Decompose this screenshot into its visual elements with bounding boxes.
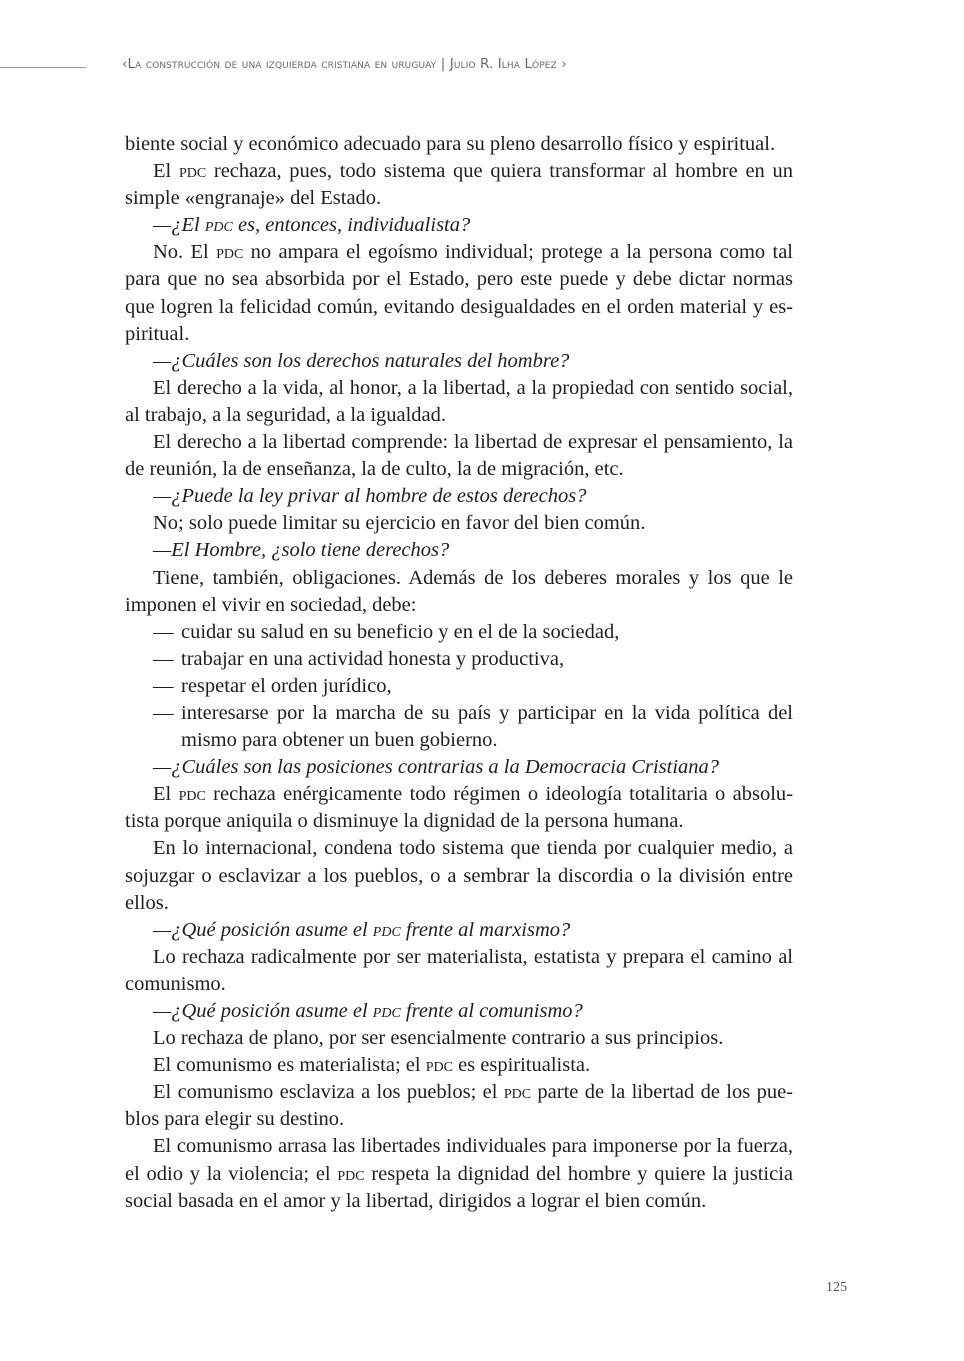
text-run: frente al comunismo? xyxy=(400,1000,583,1022)
text-run: El xyxy=(153,783,179,806)
text-run: —¿Qué posición asume el xyxy=(153,918,373,941)
list-dash: — xyxy=(153,647,174,670)
question: —El Hombre, ¿solo tiene derechos? xyxy=(153,539,450,562)
paragraph xyxy=(125,781,793,835)
running-header xyxy=(122,56,567,72)
text-run: —¿Qué posición asume el xyxy=(153,1000,373,1022)
text-run: rechaza, pues, todo sistema que quiera transformar al hombre en un simple «engranaje» del Estado. xyxy=(125,160,794,210)
question xyxy=(125,212,793,239)
paragraph xyxy=(125,158,793,212)
list-item-text: trabajar en una actividad honesta y productiva, xyxy=(181,647,565,670)
paragraph: Lo rechaza radicalmente por ser materialista, estatista y prepara el camino al comunismo. xyxy=(125,945,793,995)
abbreviation: pdc xyxy=(204,214,233,237)
abbreviation: pdc xyxy=(216,241,244,264)
abbreviation: pdc xyxy=(372,1000,401,1022)
abbreviation: pdc xyxy=(178,160,207,183)
abbreviation: pdc xyxy=(372,918,401,941)
abbreviation: pdc xyxy=(503,1081,532,1104)
abbreviation: pdc xyxy=(337,1162,365,1185)
text-run: No. El xyxy=(153,241,217,264)
list-dash: — xyxy=(153,620,174,643)
text-run: no ampara el egoísmo individual; protege a la persona como tal para que no sea absorbida por el Estado, pero este puede y debe dictar normas que logren la felicidad común, evitando desigualdades en el orden material y espiritual. xyxy=(125,241,793,345)
paragraph: El derecho a la vida, al honor, a la libertad, a la propiedad con sentido social, al trabajo, a la seguridad, a la igualdad. xyxy=(125,376,793,426)
paragraph: Tiene, también, obligaciones. Además de los deberes morales y los que le imponen el vivir en sociedad, debe: xyxy=(125,566,793,616)
list-item-text: cuidar su salud en su beneficio y en el de la sociedad, xyxy=(181,620,620,643)
paragraph: biente social y económico adecuado para su pleno desarrollo físico y espiritual. xyxy=(125,133,776,155)
question: —¿Puede la ley privar al hombre de estos derechos? xyxy=(153,485,587,508)
paragraph: En lo internacional, condena todo sistema que tienda por cualquier medio, a sojuzgar o esclavizar a los pueblos, o a sembrar la discordia o la división entre ellos. xyxy=(125,837,793,914)
question: —¿Cuáles son los derechos naturales del hombre? xyxy=(153,349,570,372)
question xyxy=(125,998,793,1025)
question: —¿Cuáles son las posiciones contrarias a la Democracia Cristiana? xyxy=(153,756,720,779)
body-text xyxy=(125,131,793,1215)
list-dash: — xyxy=(153,674,174,697)
text-run: parte de la libertad de los pueblos para elegir su destino. xyxy=(125,1081,793,1131)
paragraph xyxy=(125,1133,793,1214)
list-item xyxy=(125,646,793,673)
page-number: 125 xyxy=(826,1280,847,1295)
question xyxy=(125,917,793,944)
book-title: La construcción de una izquierda cristiana en uruguay xyxy=(127,56,437,72)
text-run: El comunismo es materialista; el xyxy=(153,1054,426,1077)
text-run: El xyxy=(153,160,179,183)
text-run: es, entonces, individualista? xyxy=(232,214,471,237)
paragraph: El derecho a la libertad comprende: la libertad de expresar el pensamiento, la de reunión, la de enseñanza, la de culto, la de migración, etc. xyxy=(125,431,793,481)
list-item xyxy=(125,700,793,754)
header-rule xyxy=(0,67,86,68)
text-run: rechaza enérgicamente todo régimen o ideología totalitaria o absolutista porque aniquila o disminuye la dignidad de la persona humana. xyxy=(125,783,794,833)
paragraph: Lo rechaza de plano, por ser esencialmente contrario a sus principios. xyxy=(153,1027,724,1050)
list-item xyxy=(125,673,793,700)
paragraph xyxy=(125,1079,793,1133)
paragraph xyxy=(125,1052,793,1079)
paragraph: No; solo puede limitar su ejercicio en favor del bien común. xyxy=(153,512,646,535)
text-run: —¿El xyxy=(153,214,205,237)
abbreviation: pdc xyxy=(425,1054,453,1077)
text-run: El comunismo arrasa las libertades individuales para imponerse por la fuerza, el odio y la violencia; el xyxy=(125,1135,793,1185)
author-name: Julio R. Ilha López xyxy=(449,56,557,72)
header-separator: | xyxy=(436,56,450,72)
list-dash: — xyxy=(153,701,174,724)
header-close: › xyxy=(556,56,567,72)
list-item-text: interesarse por la marcha de su país y participar en la vida política del mismo para obtener un buen gobierno. xyxy=(181,701,793,752)
text-run: es espiritualista. xyxy=(452,1054,591,1077)
paragraph xyxy=(125,239,793,347)
text-run: El comunismo esclaviza a los pueblos; el xyxy=(153,1081,504,1104)
text-run: respeta la dignidad del hombre y quiere la justicia social basada en el amor y la libertad, dirigidos a lograr el bien común. xyxy=(125,1162,793,1212)
list-item-text: respetar el orden jurídico, xyxy=(181,674,392,697)
abbreviation: pdc xyxy=(178,783,206,806)
header-open: ‹ xyxy=(122,56,128,72)
text-run: frente al marxismo? xyxy=(400,918,571,941)
list-item xyxy=(125,619,793,646)
